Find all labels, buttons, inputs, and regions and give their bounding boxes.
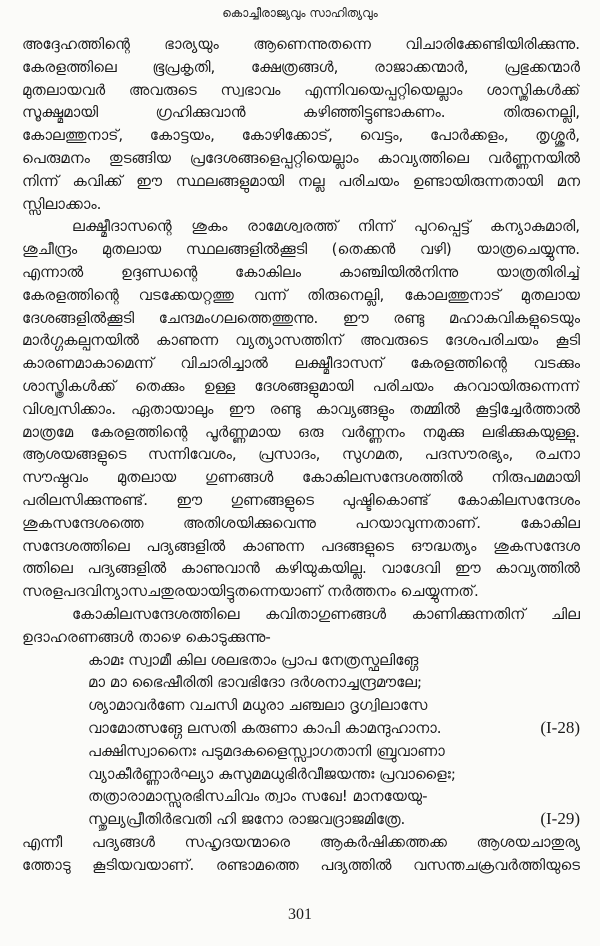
line-text: കാമഃ സ്വാമീ കില ശലഭതാം പ്രാപ നേത്രസ്ഫുലിങ്ഗേ [88,650,419,669]
paragraph-line [22,512,580,535]
line-text: കോകിലസന്ദേശത്തിലെ കവിതാഗുണങ്ങൾ കാണിക്കുന്നതിന് ചില [72,604,580,623]
line-text: സന്ദേശത്തിലെ പദ്യങ്ങളിൽ കാണുന്ന പദങ്ങളുടെ ഔദ്ധത്യം ശുകസന്ദേശ [22,536,580,555]
line-text: ശ്യാമാവർണേ വചസി മധുരാ ചഞ്ചലാ ദൃഗ്വിലാസേ [88,696,428,715]
paragraph-line [22,421,580,444]
paragraph-line [22,284,580,307]
line-text: കോലത്തുനാട്, കോട്ടയം, കോഴിക്കോട്, വെട്ടം, പോർക്കളം, തൃശ്ശൂർ, [22,126,580,145]
line-text: സൗഷ്ഠവം മുതലായ ഗുണങ്ങൾ കോകിലസന്ദേശത്തിൽ നിരുപമമായി [22,468,580,487]
paragraph-line [22,56,580,79]
line-text: പക്ഷിസ്വാനൈഃ പടുമദകളൈസ്സ്വാഗതാനി ബ്രുവാണാ [88,741,445,760]
line-text: ത്തിലെ പദ്യങ്ങളിൽ കാണുവാൻ കഴിയുകയില്ല. വാഗ്ദേവി ഈ കാവ്യത്തിൽ [22,559,580,578]
paragraph-line [22,352,580,375]
running-header: കൊച്ചീരാജ്യവും സാഹിത്യവും [222,6,378,20]
line-text: ശുചീന്ദ്രം മുതലായ സ്ഥലങ്ങളിൽക്കൂടി (തെക്കൻ വഴി) യാത്രചെയ്യുന്നു. [22,240,580,259]
paragraph-line [22,398,580,421]
paragraph-line [22,535,580,558]
line-text: ഉദാഹരണങ്ങൾ താഴെ കൊടുക്കുന്നു- [22,627,271,646]
paragraph-line [22,854,580,877]
paragraph-line [22,375,580,398]
page-body [22,33,580,876]
verse-line [22,694,580,717]
line-text: കേരളത്തിലെ ഭൂപ്രകൃതി, ക്ഷേത്രങ്ങൾ, രാജാക്കന്മാർ, പ്രഭുക്കന്മാർ [22,57,580,76]
line-text: എന്നാൽ ഉദ്ദണ്ഡന്റെ കോകിലം കാഞ്ചിയിൽനിന്നു യാത്രതിരിച്ച് [22,262,580,281]
line-text: വാമോത്സങ്ഗേ ലസതി കരുണാ കാപി കാമന്ദുഹാനാ. [88,718,442,737]
line-text: മുതലായവർ അവരുടെ സ്വഭാവം എന്നിവയെപ്പറ്റിയെല്ലാം ശാസ്ത്രികൾക്ക് [22,80,580,99]
paragraph-line [22,124,580,147]
line-text: കാരണമാകാമെന്ന് വിചാരിച്ചാൽ ലക്ഷ്മീദാസന് കേരളത്തിന്റെ വടക്കും [22,354,580,373]
line-text: അദ്ദേഹത്തിന്റെ ഭാര്യയും ആണെന്നുതന്നെ വിചാരിക്കേണ്ടിയിരിക്കുന്നു. [22,35,580,53]
paragraph-line [22,580,580,603]
verse-line [22,717,580,740]
line-text: ആശയങ്ങളുടെ സന്നിവേശം, പ്രസാദം, സുഗമത, പദസൗരഭ്യം, രചനാ [22,445,580,464]
verse-line [22,740,580,763]
paragraph-line [22,329,580,352]
line-text: കേരളത്തിന്റെ വടക്കേയറ്റത്തു വന്ന് തിരുനെല്ലി, കോലത്തുനാട് മുതലായ [22,285,580,304]
verse-line [22,808,580,831]
paragraph-line [22,307,580,330]
paragraph-line [22,443,580,466]
line-text: സൂക്ഷ്മമായി ഗ്രഹിക്കുവാൻ കഴിഞ്ഞിട്ടുണ്ടാകണം. തിരുനെല്ലി, [22,103,580,122]
line-text: സ്തുല്യപ്രീതിർഭവതി ഹി ജനോ രാജവദ്രാജമിത്രേ. [88,810,406,829]
line-text: മാത്രമേ കേരളത്തിന്റെ പൂർണ്ണമായ ഒരു വർണ്ണനം നമുക്കു ലഭിക്കുകയുള്ളു. [22,422,580,441]
paragraph-line [22,603,580,626]
paragraph-line [22,101,580,124]
paragraph-line [22,261,580,284]
line-text: പരിലസിക്കുന്നുണ്ട്. ഈ ഗുണങ്ങളുടെ പുഷ്ടികൊണ്ട് കോകിലസന്ദേശം [22,490,580,509]
paragraph-line [22,466,580,489]
paragraph-line [22,557,580,580]
line-text: സ്സിലാക്കാം. [22,194,102,213]
paragraph-line [22,831,580,854]
line-text: തത്രാരാമാസ്സുരഭിസചിവം ത്വാം സഖേ! മാനയേയു- [88,787,428,806]
verse-line [22,649,580,672]
line-text: ത്തോടു കൂടിയവയാണ്. രണ്ടാമത്തെ പദ്യത്തിൽ വസന്തചക്രവർത്തിയുടെ [22,855,580,874]
line-text: ദേശങ്ങളിൽക്കൂടി ചേന്ദമംഗലത്തെത്തുന്നു. ഈ രണ്ടു മഹാകവികളുടെയും [22,308,580,327]
line-text: ശുകസന്ദേശത്തെ അതിശയിക്കുവെന്നു പറയാവുന്നതാണ്. കോകില [22,513,580,532]
paragraph-line [22,193,580,216]
line-text: വ്യാകീർണ്ണാർഘ്യാ കുസുമമധുഭിർവീജയന്തഃ പ്രവാളൈഃ; [88,764,456,783]
line-text: ലക്ഷ്മീദാസന്റെ ശുകം രാമേശ്വരത്ത് നിന്ന് പുറപ്പെട്ട് കന്യാകുമാരി, [72,217,580,236]
verse-line [22,785,580,808]
paragraph-line [22,238,580,261]
line-text: ശാസ്ത്രികൾക്ക് തെക്കും ഉള്ള ദേശങ്ങളുമായി പരിചയം കുറവായിരുന്നെന്ന് [22,376,580,395]
paragraph-line [22,79,580,102]
paragraph-line [22,215,580,238]
verse-line [22,671,580,694]
page-number: 301 [288,906,312,923]
verse-line [22,763,580,786]
line-text: മാ മാ ഭൈഷീരിതി ഭാവഭിദോ ദർശനാച്ചന്ദ്രമൗലേ; [88,673,422,692]
paragraph-line [22,489,580,512]
line-text: മാർഗ്ഗകല്പനയിൽ കാണുന്ന വ്യത്യാസത്തിന് അവരുടെ ദേശപരിചയം കൂടി [22,331,580,350]
paragraph-line [22,33,580,56]
line-text: സരളപദവിന്യാസചതുരയായിട്ടുതന്നെയാണ് നർത്തനം ചെയ്യുന്നത്. [22,582,479,601]
verse-reference: (I-28) [540,717,580,737]
line-text: എന്നീ പദ്യങ്ങൾ സഹൃദയന്മാരെ ആകർഷിക്കത്തക്ക ആശയചാതുര്യ [22,832,580,851]
line-text: നിന്ന് കവിക്ക് ഈ സ്ഥലങ്ങളുമായി നല്ല പരിചയം ഉണ്ടായിരുന്നതായി മന [22,171,580,190]
line-text: പെരുമനം തുടങ്ങിയ പ്രദേശങ്ങളെപ്പറ്റിയെല്ലാം കാവ്യത്തിലെ വർണ്ണനയിൽ [22,148,580,167]
paragraph-line [22,170,580,193]
paragraph-line [22,626,580,649]
verse-reference: (I-29) [540,809,580,829]
paragraph-line [22,147,580,170]
line-text: വിശ്വസിക്കാം. ഏതായാലും ഈ രണ്ടു കാവ്യങ്ങളും തമ്മിൽ കൂട്ടിച്ചേർത്താൽ [22,399,580,418]
